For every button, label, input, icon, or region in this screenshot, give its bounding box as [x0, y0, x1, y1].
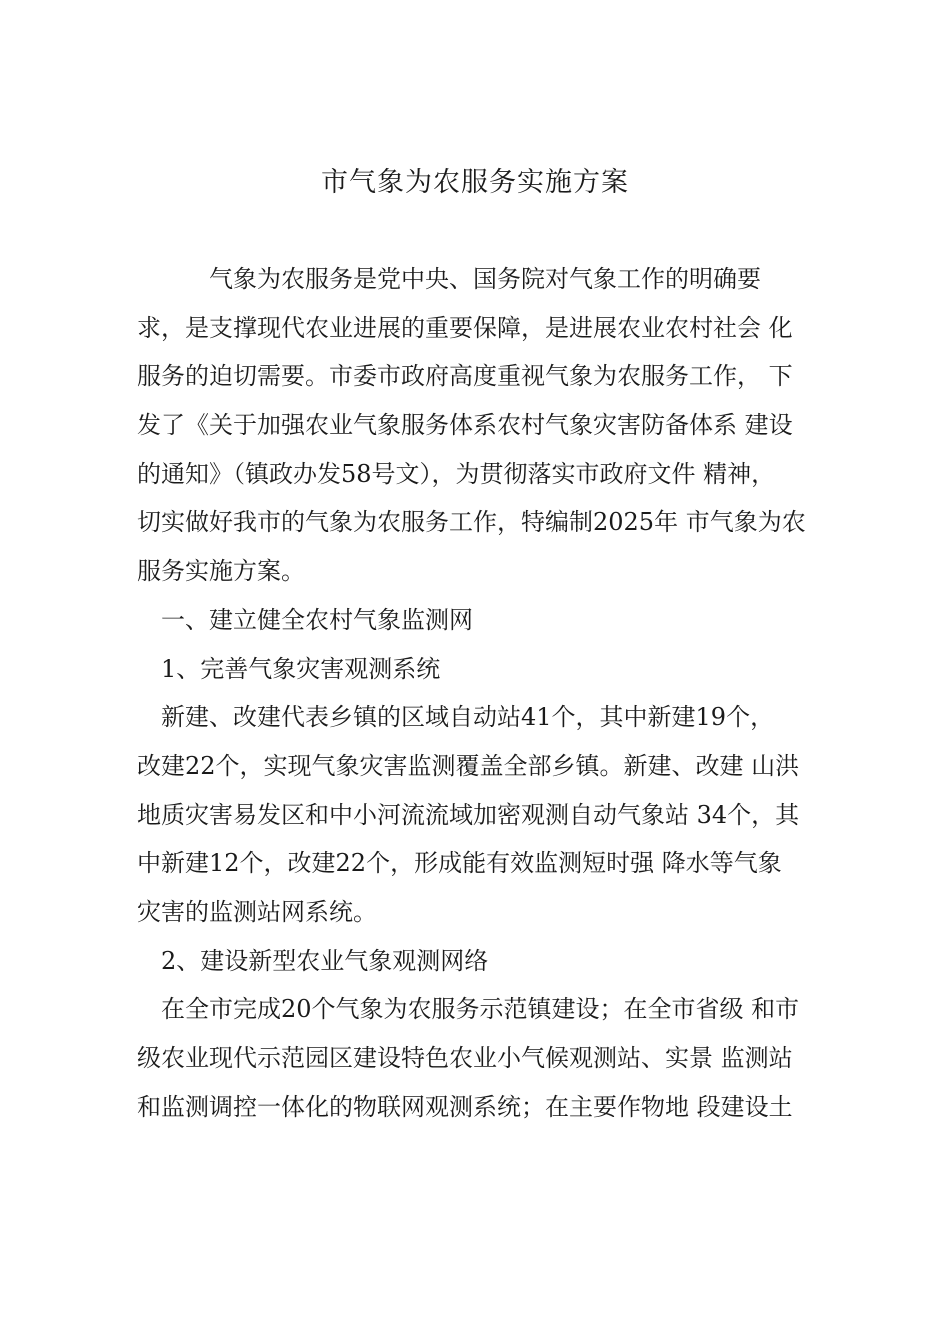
- text-line: 的通知》（镇政办发58号文），为贯彻落实市政府文件 精神，: [137, 459, 776, 488]
- text-line: 服务的迫切需要。市委市政府高度重视气象为农服务工作， 下: [137, 362, 793, 391]
- text-line: 地质灾害易发区和中小河流流域加密观测自动气象站 34个，其: [137, 800, 800, 829]
- text-line: 和监测调控一体化的物联网观测系统；在主要作物地 段建设土: [137, 1092, 793, 1121]
- subsection-heading: [137, 937, 823, 986]
- intro-paragraph: [137, 255, 823, 596]
- body-paragraph: [137, 985, 823, 1131]
- text-line: 灾害的监测站网系统。: [137, 897, 377, 926]
- text-line: 级农业现代示范园区建设特色农业小气候观测站、实景 监测站: [137, 1044, 793, 1072]
- text-line: 中新建12个，改建22个，形成能有效监测短时强 降水等气象: [137, 849, 782, 878]
- text-line: 发了《关于加强农业气象服务体系农村气象灾害防备体系 建设: [137, 411, 793, 440]
- section-heading: [137, 596, 823, 645]
- text-line: 新建、改建代表乡镇的区域自动站41个，其中新建19个，: [161, 703, 775, 732]
- text-line: 求，是支撑现代农业进展的重要保障，是进展农业农村社会 化: [137, 313, 793, 342]
- subsection-heading: [137, 645, 823, 694]
- text-line: 一、建立健全农村气象监测网: [161, 605, 473, 634]
- text-line: 改建22个，实现气象灾害监测覆盖全部乡镇。新建、改建 山洪: [137, 751, 800, 780]
- text-line: 气象为农服务是党中央、国务院对气象工作的明确要: [209, 265, 761, 293]
- text-line: 在全市完成20个气象为农服务示范镇建设；在全市省级 和市: [161, 995, 800, 1024]
- document-body: [137, 255, 823, 1131]
- text-line: 2、建设新型农业气象观测网络: [161, 946, 489, 975]
- body-paragraph: [137, 693, 823, 936]
- text-line: 切实做好我市的气象为农服务工作，特编制2025年 市气象为农: [137, 508, 806, 537]
- text-line: 服务实施方案。: [137, 557, 305, 586]
- document-title: 市气象为农服务实施方案: [321, 167, 629, 198]
- text-line: 1、完善气象灾害观测系统: [161, 654, 441, 683]
